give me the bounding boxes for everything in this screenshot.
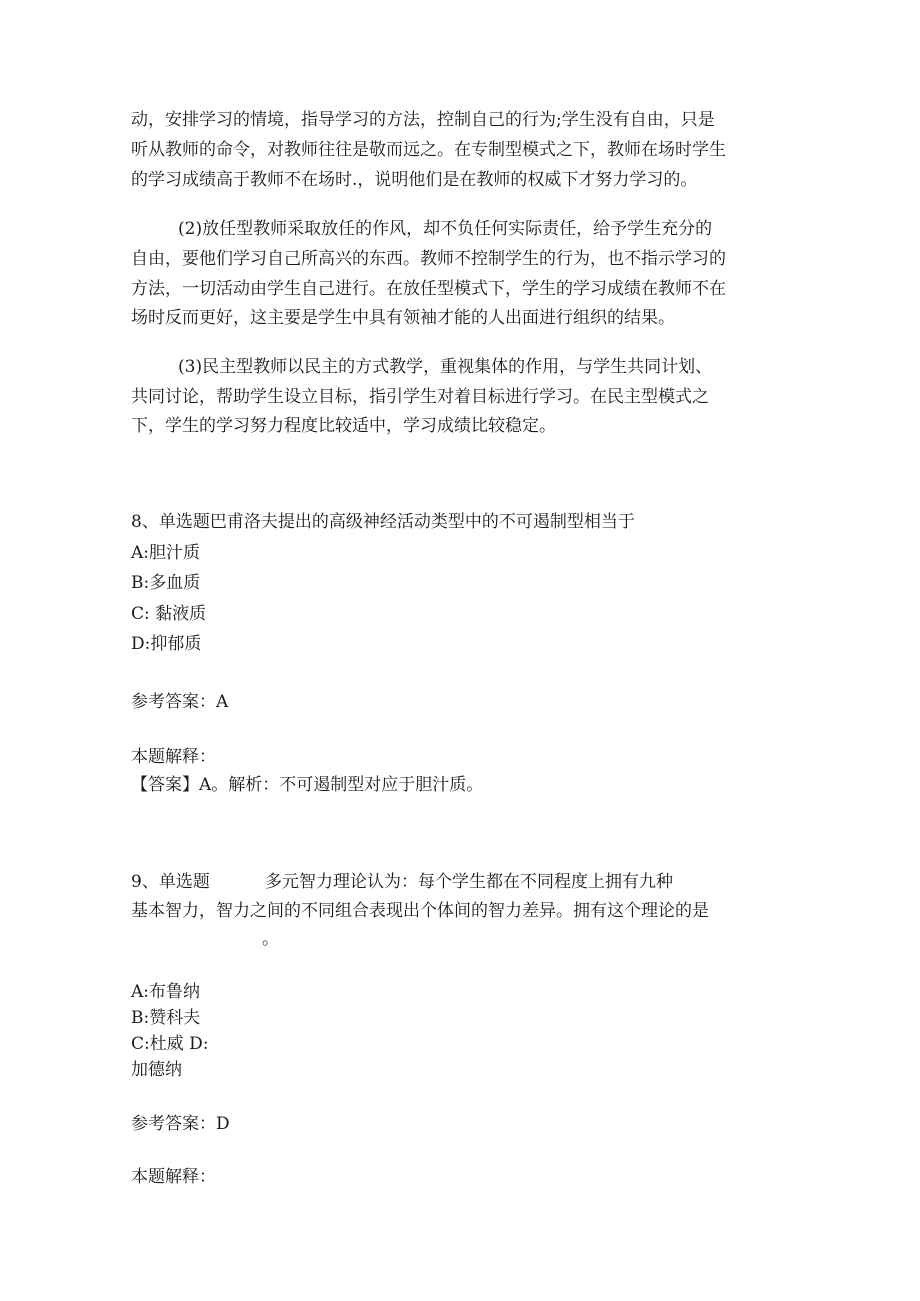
- text-line: 下，学生的学习努力程度比较适中，学习成绩比较稳定。: [131, 416, 556, 436]
- option-line: B:赞科夫: [131, 1008, 201, 1028]
- text-line: 自由，要他们学习自己所高兴的东西。教师不控制学生的行为，也不指示学习的: [131, 249, 726, 269]
- text-line: 共同讨论，帮助学生设立目标，指引学生对着目标进行学习。在民主型模式之: [131, 387, 709, 407]
- option-b: B:多血质: [131, 573, 201, 593]
- text-line: 动，安排学习的情境，指导学习的方法，控制自己的行为;学生没有自由，只是: [131, 110, 715, 130]
- question-stem: 基本智力，智力之间的不同组合表现出个体间的智力差异。拥有这个理论的是: [131, 901, 709, 921]
- text-line: 场时反而更好，这主要是学生中具有领袖才能的人出面进行组织的结果。: [131, 308, 675, 328]
- option-a: A:胆汁质: [131, 543, 201, 563]
- option-line: A:布鲁纳: [131, 982, 201, 1002]
- option-c: C: 黏液质: [131, 604, 207, 624]
- option-line: C:杜威 D:: [131, 1034, 209, 1054]
- question-stem: 多元智力理论认为：每个学生都在不同程度上拥有九种: [265, 872, 673, 892]
- question-stem: 8、单选题巴甫洛夫提出的高级神经活动类型中的不可遏制型相当于: [131, 512, 635, 532]
- explanation-label: 本题解释：: [131, 1167, 216, 1187]
- text-line: 听从教师的命令，对教师往往是敬而远之。在专制型模式之下，教师在场时学生: [131, 140, 726, 160]
- option-d: D:抑郁质: [131, 634, 202, 654]
- text-line: (3)民主型教师以民主的方式教学，重视集体的作用，与学生共同计划、: [178, 357, 713, 377]
- option-line: 加德纳: [131, 1060, 182, 1080]
- reference-answer: 参考答案：A: [131, 692, 229, 712]
- text-line: 方法，一切活动由学生自己进行。在放任型模式下，学生的学习成绩在教师不在: [131, 279, 726, 299]
- answer-blank: 。: [262, 929, 279, 949]
- question-number-type: 9、单选题: [131, 872, 210, 892]
- reference-answer: 参考答案：D: [131, 1114, 230, 1134]
- text-line: 的学习成绩高于教师不在场时.，说明他们是在教师的权威下才努力学习的。: [131, 170, 698, 190]
- text-line: (2)放任型教师采取放任的作风，却不负任何实际责任，给予学生充分的: [178, 219, 713, 239]
- explanation-text: 【答案】A。解析：不可遏制型对应于胆汁质。: [131, 775, 484, 795]
- explanation-label: 本题解释：: [131, 747, 216, 767]
